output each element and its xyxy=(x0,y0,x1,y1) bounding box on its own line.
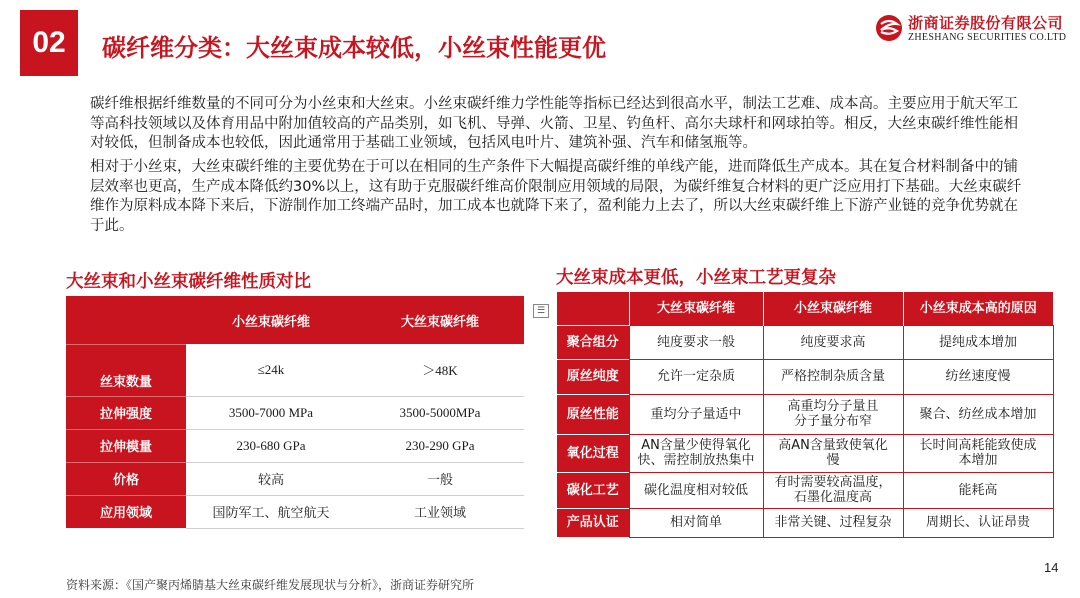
table-cell: 严格控制杂质含量 xyxy=(763,359,903,394)
table-cell: 长时间高耗能致使成本增加 xyxy=(903,434,1053,472)
row-label: 拉伸模量 xyxy=(66,429,186,462)
row-label: 应用领域 xyxy=(66,495,186,528)
table-cell: 周期长、认证昂贵 xyxy=(903,508,1053,537)
row-label: 丝束数量 xyxy=(66,344,186,396)
properties-comparison-table xyxy=(66,296,524,529)
table-cell: AN含量少使得氧化快、需控制放热集中 xyxy=(629,434,763,472)
process-table-title: 大丝束成本更低，小丝束工艺更复杂 xyxy=(556,268,836,288)
table-cell: 国防军工、航空航天 xyxy=(186,495,356,528)
table-cell: 230-680 GPa xyxy=(186,429,356,462)
table-cell: 允许一定杂质 xyxy=(629,359,763,394)
table-cell: 3500-5000MPa xyxy=(356,396,524,429)
table-cell: 高重均分子量且分子量分布窄 xyxy=(763,394,903,434)
table-cell: 非常关键、过程复杂 xyxy=(763,508,903,537)
table-cell: 重均分子量适中 xyxy=(629,394,763,434)
header-small-tow: 小丝束碳纤维 xyxy=(186,296,356,344)
table-cell: ＞48K xyxy=(356,344,524,396)
source-note: 资料来源：《国产聚丙烯腈基大丝束碳纤维发展现状与分析》，浙商证券研究所 xyxy=(66,578,475,592)
table-icon[interactable]: ☰ xyxy=(533,304,549,318)
section-number-badge: 02 xyxy=(20,10,78,76)
header-small-tow: 小丝束碳纤维 xyxy=(763,292,903,325)
process-comparison-table xyxy=(557,292,1054,538)
table-cell: 相对简单 xyxy=(629,508,763,537)
row-label: 原丝纯度 xyxy=(557,359,629,394)
company-name-en: ZHESHANG SECURITIES CO.LTD xyxy=(908,32,1067,43)
row-label: 价格 xyxy=(66,462,186,495)
row-label: 拉伸强度 xyxy=(66,396,186,429)
header-large-tow: 大丝束碳纤维 xyxy=(629,292,763,325)
table-corner xyxy=(66,296,186,344)
table-cell: 有时需要较高温度，石墨化温度高 xyxy=(763,472,903,508)
intro-paragraph: 碳纤维根据纤维数量的不同可分为小丝束和大丝束。小丝束碳纤维力学性能等指标已经达到很高水平，制法工艺难、成本高。主要应用于航天军工等高科技领域以及体育用品中附加值较高的产品类别，如飞机、导弹、火箭、卫星、钓鱼杆、高尔夫球杆和网球拍等。相反，大丝束碳纤维性能相对较低，但制备成本也较低，因此通常用于基础工业领域，包括风电叶片、建筑补强、汽车和储氢瓶等。 xyxy=(90,96,1018,151)
row-label: 聚合组分 xyxy=(557,325,629,359)
company-name-cn: 浙商证券股份有限公司 xyxy=(908,14,1064,32)
advantage-paragraph: 相对于小丝束，大丝束碳纤维的主要优势在于可以在相同的生产条件下大幅提高碳纤维的单线产能，进而降低生产成本。其在复合材料制备中的铺层效率也更高，生产成本降低约30%以上，这有助于克服碳纤维高价限制应用领域的局限，为碳纤维复合材料的更广泛应用打下基础。大丝束碳纤维作为原料成本降下来后，下游制作加工终端产品时，加工成本也就降下来了，盈利能力上去了，所以大丝束碳纤维上下游产业链的竞争优势就在于此。 xyxy=(90,159,1022,234)
table-cell: 能耗高 xyxy=(903,472,1053,508)
table-cell: 纯度要求一般 xyxy=(629,325,763,359)
row-label: 产品认证 xyxy=(557,508,629,537)
table-cell: ≤24k xyxy=(186,344,356,396)
table-cell: 一般 xyxy=(356,462,524,495)
row-label: 氧化过程 xyxy=(557,434,629,472)
table-cell: 纯度要求高 xyxy=(763,325,903,359)
table-corner xyxy=(557,292,629,325)
zheshang-logo-icon xyxy=(875,14,903,42)
row-label: 原丝性能 xyxy=(557,394,629,434)
table-cell: 碳化温度相对较低 xyxy=(629,472,763,508)
table-cell: 纺丝速度慢 xyxy=(903,359,1053,394)
table-cell: 高AN含量致使氧化慢 xyxy=(763,434,903,472)
header-cost-reason: 小丝束成本高的原因 xyxy=(903,292,1053,325)
page-number: 14 xyxy=(1044,560,1059,575)
table-cell: 较高 xyxy=(186,462,356,495)
page-title: 碳纤维分类：大丝束成本较低，小丝束性能更优 xyxy=(102,34,606,62)
table-cell: 3500-7000 MPa xyxy=(186,396,356,429)
header-large-tow: 大丝束碳纤维 xyxy=(356,296,524,344)
table-cell: 聚合、纺丝成本增加 xyxy=(903,394,1053,434)
table-cell: 230-290 GPa xyxy=(356,429,524,462)
comparison-table-title: 大丝束和小丝束碳纤维性质对比 xyxy=(66,272,311,292)
row-label: 碳化工艺 xyxy=(557,472,629,508)
table-cell: 工业领域 xyxy=(356,495,524,528)
table-cell: 提纯成本增加 xyxy=(903,325,1053,359)
